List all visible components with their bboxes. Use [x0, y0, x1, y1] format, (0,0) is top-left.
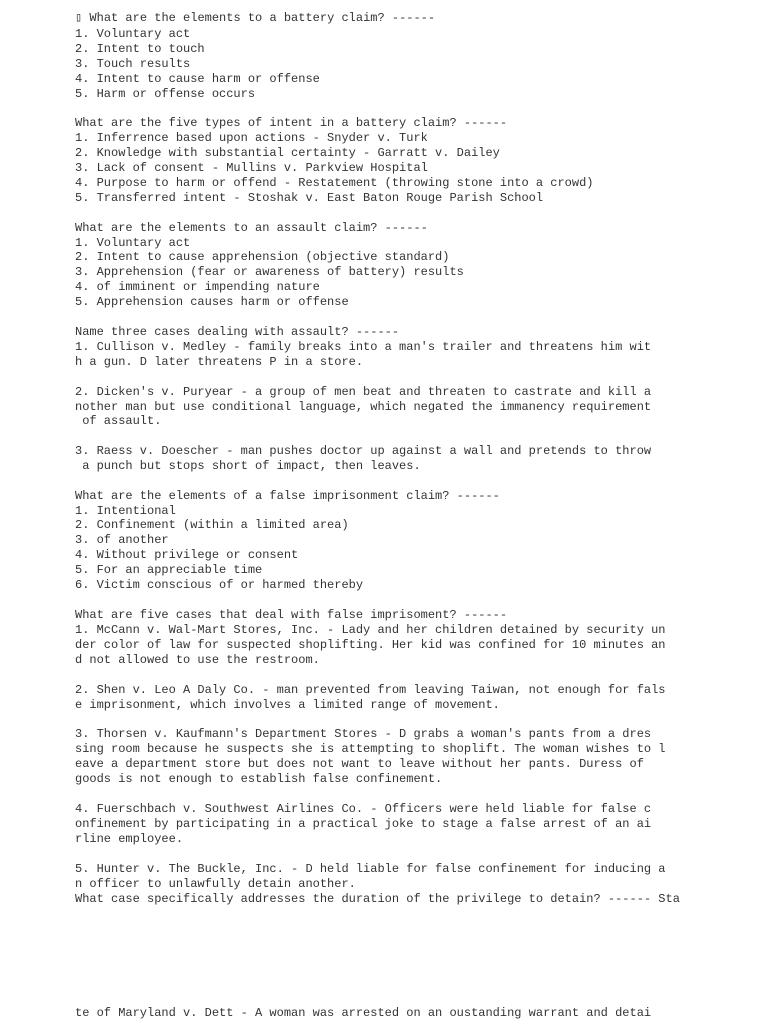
text-line: 3. of another: [75, 533, 169, 547]
text-line: 1. Cullison v. Medley - family breaks into a man's trailer and threatens him wit: [75, 340, 652, 354]
text-line: 2. Shen v. Leo A Daly Co. - man prevented from leaving Taiwan, not enough for fals: [75, 683, 666, 697]
text-line: 4. of imminent or impending nature: [75, 280, 320, 294]
text-line: ▯ What are the elements to a battery claim? ------: [75, 11, 436, 25]
text-line: 3. Lack of consent - Mullins v. Parkview Hospital: [75, 161, 428, 175]
text-line: der color of law for suspected shoplifting. Her kid was confined for 10 minutes an: [75, 638, 666, 652]
text-line: onfinement by participating in a practical joke to stage a false arrest of an ai: [75, 817, 652, 831]
text-line: h a gun. D later threatens P in a store.: [75, 355, 364, 369]
text-line: rline employee.: [75, 832, 184, 846]
text-line: e imprisonment, which involves a limited range of movement.: [75, 698, 500, 712]
text-line: 6. Victim conscious of or harmed thereby: [75, 578, 364, 592]
text-line: 5. Harm or offense occurs: [75, 87, 256, 101]
text-line: a punch but stops short of impact, then leaves.: [75, 459, 421, 473]
text-line: 4. Intent to cause harm or offense: [75, 72, 320, 86]
text-line: What are five cases that deal with false imprisoment? ------: [75, 608, 508, 622]
text-line: 1. Voluntary act: [75, 27, 191, 41]
text-line: nother man but use conditional language, which negated the immanency requirement: [75, 400, 652, 414]
text-line: 3. Thorsen v. Kaufmann's Department Stores - D grabs a woman's pants from a dres: [75, 727, 652, 741]
text-line: 2. Intent to cause apprehension (objective standard): [75, 250, 450, 264]
text-line: 5. Transferred intent - Stoshak v. East Baton Rouge Parish School: [75, 191, 544, 205]
text-line: What case specifically addresses the duration of the privilege to detain? ------ Sta: [75, 892, 680, 906]
text-line: 4. Fuerschbach v. Southwest Airlines Co. - Officers were held liable for false c: [75, 802, 652, 816]
text-line: 2. Intent to touch: [75, 42, 205, 56]
text-line: 5. Hunter v. The Buckle, Inc. - D held liable for false confinement for inducing a: [75, 862, 666, 876]
text-line: 4. Without privilege or consent: [75, 548, 299, 562]
text-line: 5. Apprehension causes harm or offense: [75, 295, 349, 309]
text-line: te of Maryland v. Dett - A woman was arrested on an oustanding warrant and detai: [75, 1006, 652, 1020]
text-line: 3. Raess v. Doescher - man pushes doctor up against a wall and pretends to throw: [75, 444, 652, 458]
text-line: 5. For an appreciable time: [75, 563, 263, 577]
text-line: 1. McCann v. Wal-Mart Stores, Inc. - Lady and her children detained by security un: [75, 623, 666, 637]
text-line: Name three cases dealing with assault? ------: [75, 325, 400, 339]
text-line: 1. Inferrence based upon actions - Snyder v. Turk: [75, 131, 428, 145]
text-line: 3. Apprehension (fear or awareness of battery) results: [75, 265, 464, 279]
text-line: 2. Dicken's v. Puryear - a group of men beat and threaten to castrate and kill a: [75, 385, 652, 399]
text-line: goods is not enough to establish false confinement.: [75, 772, 443, 786]
text-line: eave a department store but does not want to leave without her pants. Duress of: [75, 757, 644, 771]
text-line: of assault.: [75, 414, 162, 428]
text-line: What are the elements to an assault claim? ------: [75, 221, 428, 235]
text-line: 1. Intentional: [75, 504, 176, 518]
text-line: 4. Purpose to harm or offend - Restatement (throwing stone into a crowd): [75, 176, 594, 190]
text-line: 1. Voluntary act: [75, 236, 191, 250]
text-line: What are the five types of intent in a battery claim? ------: [75, 116, 508, 130]
text-line: 2. Confinement (within a limited area): [75, 518, 349, 532]
text-line: n officer to unlawfully detain another.: [75, 877, 356, 891]
text-line: 3. Touch results: [75, 57, 191, 71]
text-line: sing room because he suspects she is attempting to shoplift. The woman wishes to l: [75, 742, 666, 756]
text-line: d not allowed to use the restroom.: [75, 653, 320, 667]
text-line: What are the elements of a false imprisonment claim? ------: [75, 489, 500, 503]
text-line: 2. Knowledge with substantial certainty - Garratt v. Dailey: [75, 146, 500, 160]
